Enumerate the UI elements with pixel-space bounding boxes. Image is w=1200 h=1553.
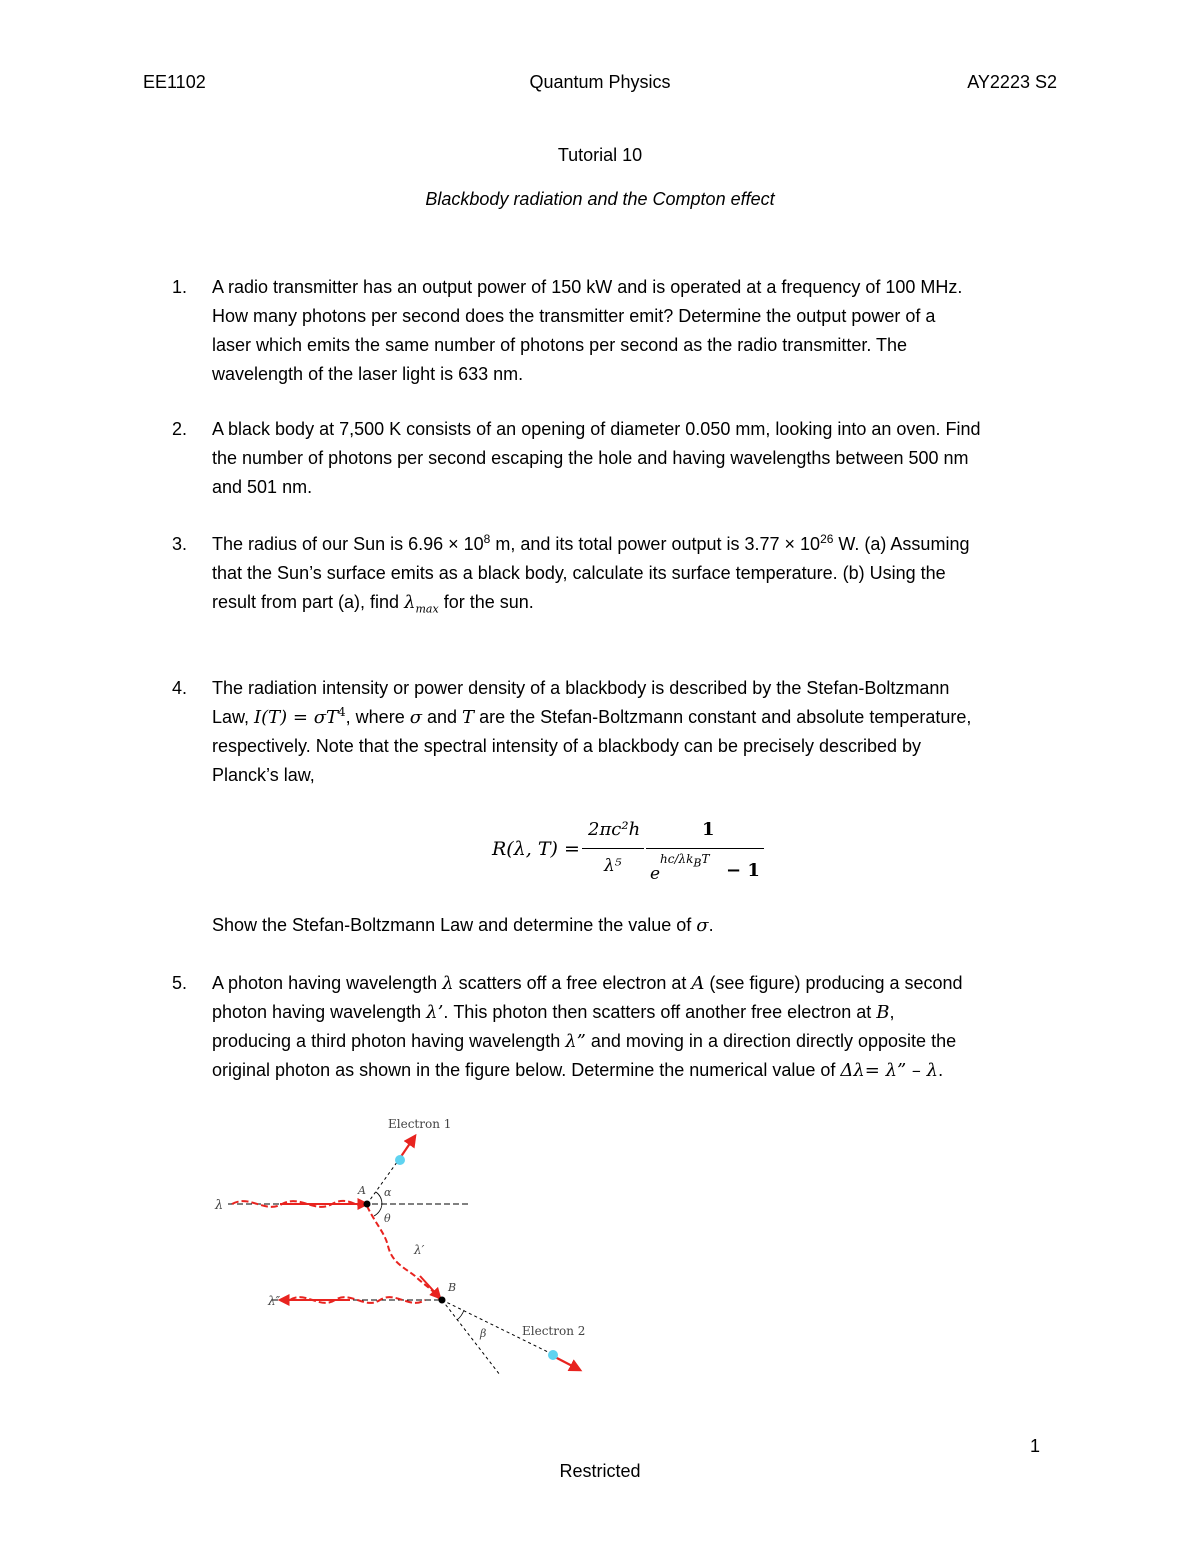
alpha-arc [376, 1192, 382, 1204]
electron-1 [395, 1155, 405, 1165]
alpha-label: α [384, 1186, 392, 1199]
point-a-label: A [358, 1184, 366, 1197]
question-number: 5. [172, 973, 188, 993]
question-text-line: A radio transmitter has an output power of 150 kW and is operated at a frequency of 100 MHz. [212, 277, 963, 297]
scattered-photon-arrow [420, 1276, 440, 1298]
electron2-label: Electron 2 [522, 1324, 586, 1338]
question-text-line: The radiation intensity or power density of a blackbody is described by the Stefan-Boltzmann [212, 678, 950, 698]
question-text-line: photon having wavelength λ’. This photon then scatters off another free electron at B, [212, 1002, 895, 1023]
planck-formula [492, 812, 792, 892]
question-number: 2. [172, 419, 188, 439]
beta-label: β [480, 1327, 487, 1340]
lambda-in-label: λ [215, 1198, 224, 1213]
question-text-line: wavelength of the laser light is 633 nm. [212, 364, 524, 384]
question-text-line: the number of photons per second escaping the hole and having wavelengths between 500 nm [212, 448, 969, 468]
question-text-line: The radius of our Sun is $6.96 \times 10^8$ m, and its total power output is $3.77 \times 10^{26}$ W. (a) Assuming [212, 532, 970, 554]
compton-scattering-figure [210, 1108, 600, 1383]
question-text-line: A black body at 7,500 K consists of an opening of diameter 0.050 mm, looking into an oven. Find [212, 419, 981, 439]
question-text-line: Show the Stefan-Boltzmann Law and determine the value of σ. [212, 915, 714, 936]
question-text-line: and 501 nm. [212, 477, 313, 497]
tutorial-subtitle: Blackbody radiation and the Compton effect [425, 189, 775, 209]
formula-numerator-2: 1 [702, 819, 715, 840]
question-text-line: result from part (a), find $\lambda_{max}$ for the sun. [212, 592, 534, 616]
formula-exp-base: e [650, 864, 661, 884]
electron-2 [548, 1350, 558, 1360]
formula-lhs: R(λ, T) = [492, 838, 580, 860]
lambda-dprime-label: λ″ [268, 1294, 281, 1308]
classification-footer: Restricted [559, 1461, 641, 1481]
formula-numerator-1: 2πc²h [588, 819, 641, 840]
fraction-bar [646, 848, 764, 849]
point-b-label: B [448, 1281, 457, 1294]
question-number: 4. [172, 678, 188, 698]
electron1-label: Electron 1 [388, 1117, 452, 1131]
theta-arc [374, 1204, 382, 1216]
question-text-line: Planck’s law, [212, 765, 315, 785]
question-text-line: that the Sun’s surface emits as a black body, calculate its surface temperature. (b) Using the [212, 563, 946, 583]
page-number: 1 [1029, 1436, 1040, 1456]
header-term: AY2223 S2 [967, 72, 1057, 92]
point-b-dot [439, 1297, 446, 1304]
question-text-line: laser which emits the same number of photons per second as the radio transmitter. The [212, 335, 908, 355]
point-a-dot [364, 1201, 371, 1208]
question-number: 1. [172, 277, 188, 297]
fraction-bar [582, 848, 644, 849]
formula-minus-one: − 1 [726, 860, 760, 881]
electron2-arrow [553, 1356, 580, 1370]
theta-label: θ [384, 1212, 391, 1225]
extension-line [442, 1300, 500, 1375]
question-text-line: How many photons per second does the transmitter emit? Determine the output power of a [212, 306, 936, 326]
question-text-line: producing a third photon having wavelength λ” and moving in a direction directly opposite the [212, 1031, 957, 1052]
header-course-title: Quantum Physics [529, 72, 671, 92]
lambda-prime-label: λ′ [414, 1243, 425, 1257]
tutorial-title: Tutorial 10 [557, 145, 643, 165]
question-number: 3. [172, 534, 188, 554]
beta-arc [457, 1310, 464, 1320]
formula-denominator-1: λ⁵ [604, 856, 622, 876]
header-course-code: EE1102 [143, 72, 206, 92]
question-text-line: Law, $I(T) = \sigma T^4$, where σ and T are the Stefan-Boltzmann constant and absolute temperature, [212, 705, 972, 728]
question-text-line: A photon having wavelength λ scatters off a free electron at A (see figure) producing a second [212, 973, 963, 994]
question-text-line: original photon as shown in the figure below. Determine the numerical value of Δλ= λ” – λ. [212, 1060, 944, 1081]
electron1-arrow [400, 1136, 415, 1158]
formula-exponent: $hc/\lambda k_BT$ [660, 852, 710, 870]
question-text-line: respectively. Note that the spectral intensity of a blackbody can be precisely described by [212, 736, 922, 756]
